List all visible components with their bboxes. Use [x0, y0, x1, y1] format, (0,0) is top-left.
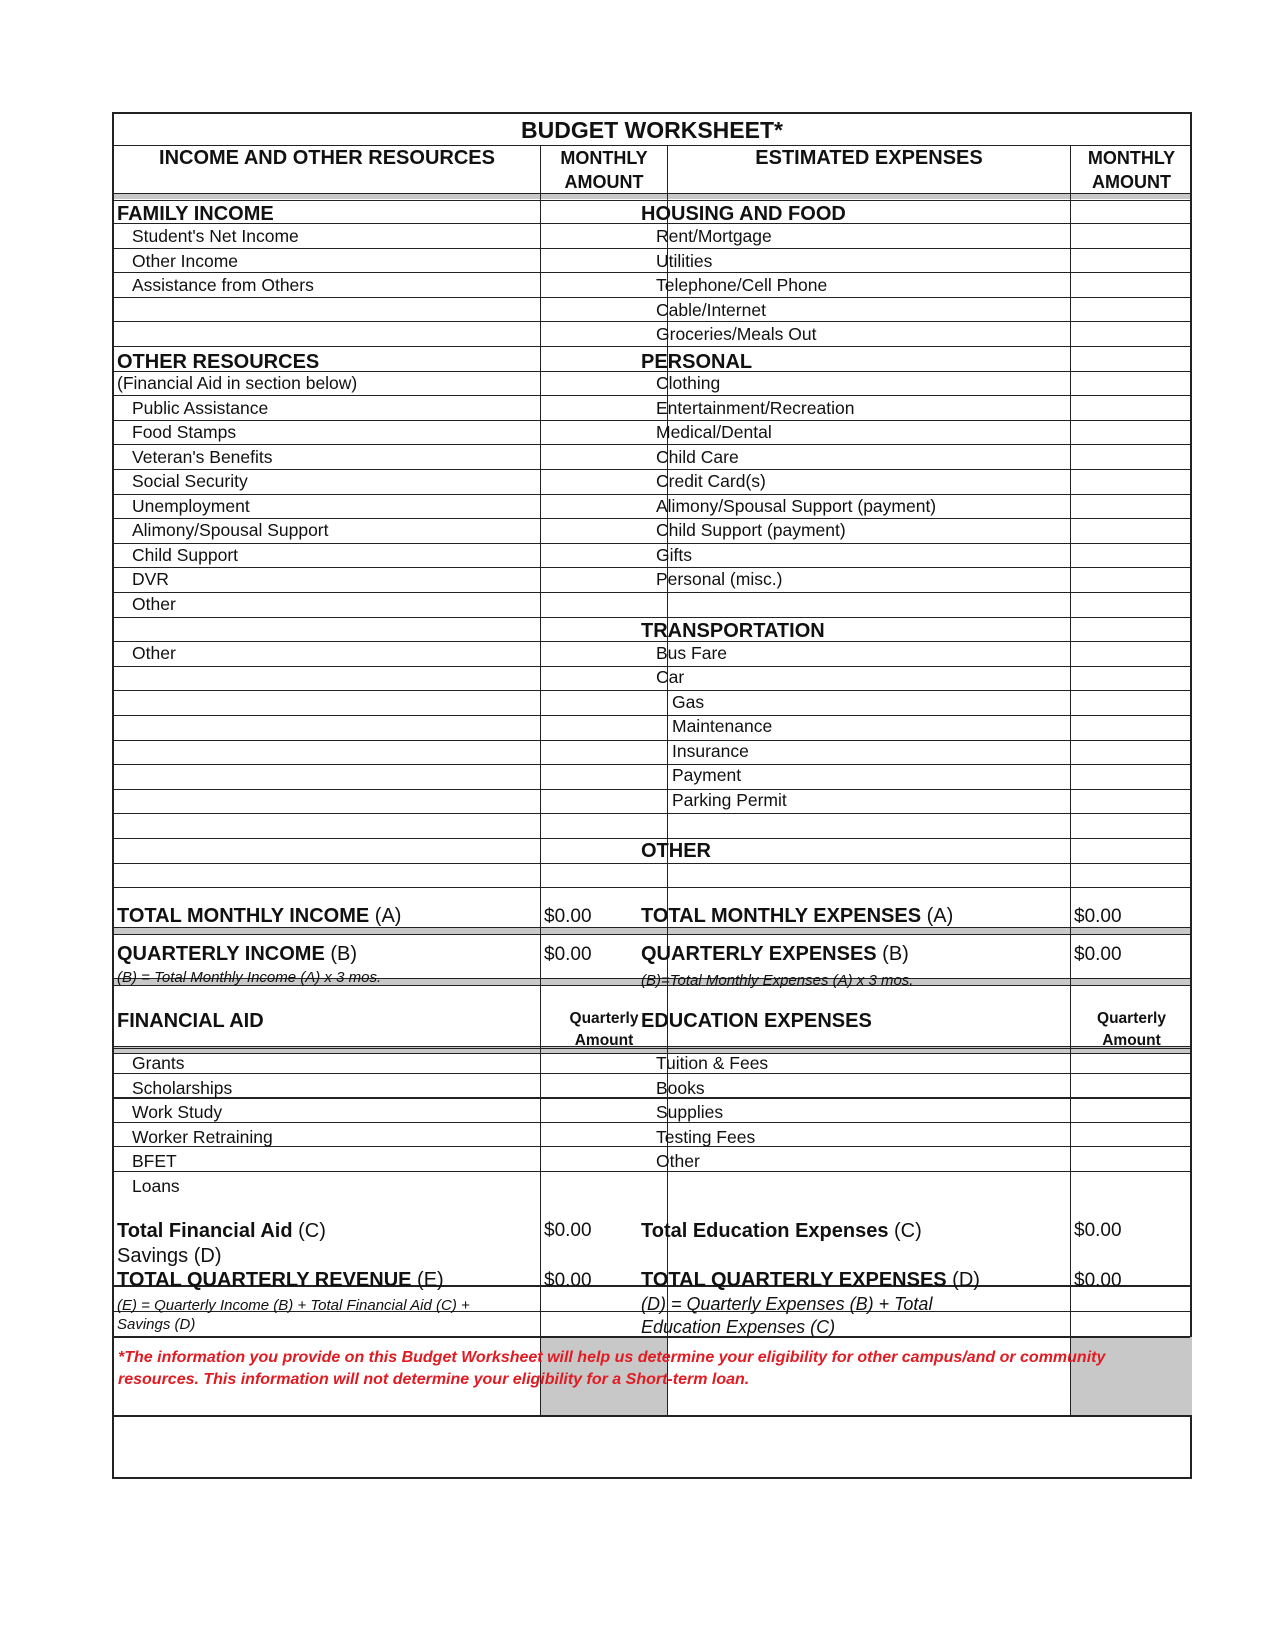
expense-gifts: Gifts: [656, 545, 692, 565]
grid-row-line: [114, 740, 1190, 741]
grid-row-line: [114, 248, 1190, 249]
grid-row-line: [114, 518, 1190, 519]
total-monthly-expenses-bold: TOTAL MONTHLY EXPENSES: [641, 905, 922, 927]
expense-telephone: Telephone/Cell Phone: [656, 275, 828, 295]
grid-row-line: [114, 444, 1190, 445]
aid-row-line: [114, 1146, 1190, 1147]
total-quarterly-expenses-suffix: (D): [946, 1269, 980, 1291]
grid-row-line: [114, 346, 1190, 347]
income-amount-divider: [540, 145, 541, 1416]
quarterly-expenses-note-line1: (D) = Quarterly Expenses (B) + Total: [641, 1294, 933, 1314]
education-expenses-title: EDUCATION EXPENSES: [641, 1010, 872, 1032]
monthly-label: MONTHLY: [560, 148, 648, 168]
amount-label: Amount: [574, 1031, 634, 1049]
other-resources-title: OTHER RESOURCES: [117, 351, 320, 373]
grid-row-line: [114, 272, 1190, 273]
expense-parking-permit: Parking Permit: [672, 790, 787, 810]
aid-worker-retraining: Worker Retraining: [132, 1127, 273, 1147]
expense-child-care: Child Care: [656, 447, 739, 467]
total-monthly-income-bold: TOTAL MONTHLY INCOME: [117, 905, 370, 927]
grid-row-line: [114, 838, 1190, 839]
edu-quarterly-amount-header: [1071, 1008, 1192, 1051]
quarterly-expenses-bold: QUARTERLY EXPENSES: [641, 943, 877, 965]
aid-scholarships: Scholarships: [132, 1078, 233, 1098]
revenue-note-line1: (E) = Quarterly Income (B) + Total Financial Aid (C) +: [117, 1297, 470, 1314]
edu-other: Other: [656, 1151, 700, 1171]
total-quarterly-expenses-value[interactable]: $0.00: [1074, 1270, 1122, 1291]
budget-worksheet: [112, 112, 1192, 1479]
total-quarterly-revenue-bold: TOTAL QUARTERLY REVENUE: [117, 1269, 412, 1291]
expense-utilities: Utilities: [656, 251, 713, 271]
quarterly-income-label: [117, 944, 357, 964]
totals-top-line: [114, 927, 1190, 928]
total-quarterly-revenue-value[interactable]: $0.00: [544, 1270, 592, 1291]
quarterly-income-bold: QUARTERLY INCOME: [117, 943, 325, 965]
expense-monthly-amount-header: [1071, 146, 1192, 195]
resource-alimony: Alimony/Spousal Support: [132, 520, 329, 540]
grid-row-line: [114, 789, 1190, 790]
quarterly-income-value[interactable]: $0.00: [544, 944, 592, 965]
other-resources-note: (Financial Aid in section below): [117, 373, 358, 393]
total-quarterly-expenses-label: [641, 1270, 980, 1290]
expense-clothing: Clothing: [656, 373, 721, 393]
income-item-student-net: Student's Net Income: [132, 226, 299, 246]
aid-row-line: [114, 1073, 1190, 1074]
grid-row-line: [114, 690, 1190, 691]
expense-credit-cards: Credit Card(s): [656, 471, 766, 491]
total-education-expenses-bold: Total Education Expenses: [641, 1220, 889, 1242]
grid-row-line: [114, 567, 1190, 568]
expense-car-insurance: Insurance: [672, 741, 749, 761]
grid-row-line: [114, 469, 1190, 470]
revenue-bottom-line: [114, 1415, 1190, 1417]
expense-entertainment: Entertainment/Recreation: [656, 398, 855, 418]
expense-bus-fare: Bus Fare: [656, 643, 727, 663]
edu-tuition: Tuition & Fees: [656, 1053, 769, 1073]
aid-row-line: [114, 1122, 1190, 1123]
aid-work-study: Work Study: [132, 1102, 223, 1122]
quarterly-income-suffix: (B): [324, 943, 358, 965]
total-monthly-income-label: [117, 906, 401, 926]
grid-row-line: [114, 863, 1190, 864]
grid-row-line: [114, 321, 1190, 322]
income-item-assistance: Assistance from Others: [132, 275, 314, 295]
grid-row-line: [114, 887, 1190, 888]
header-bottom-line-2: [114, 200, 1190, 201]
expense-car: Car: [656, 667, 685, 687]
resource-other: Other: [132, 594, 176, 614]
total-financial-aid-suffix: (C): [292, 1220, 326, 1242]
total-monthly-income-value[interactable]: $0.00: [544, 906, 592, 927]
aid-header-bottom-line: [114, 1098, 1190, 1099]
grid-row-line: [114, 543, 1190, 544]
footnote: *The information you provide on this Budget Worksheet will help us determine your eligibility for other campus/and or community resources. This information will not determine your eligibility for a Short-term loan.: [118, 1349, 1106, 1388]
grid-row-line: [114, 494, 1190, 495]
expense-car-payment: Payment: [672, 765, 742, 785]
total-monthly-expenses-value[interactable]: $0.00: [1074, 906, 1122, 927]
resource-child-support: Child Support: [132, 545, 239, 565]
amount-label: Amount: [1102, 1031, 1161, 1049]
grid-row-line: [114, 592, 1190, 593]
expense-child-support: Child Support (payment): [656, 520, 846, 540]
aid-loans: Loans: [132, 1176, 180, 1196]
quarterly-expenses-note-line2: Education Expenses (C): [641, 1317, 836, 1337]
expense-alimony: Alimony/Spousal Support (payment): [656, 496, 937, 516]
quarterly-expenses-value[interactable]: $0.00: [1074, 944, 1122, 965]
expense-cable: Cable/Internet: [656, 300, 766, 320]
resource-food-stamps: Food Stamps: [132, 422, 237, 442]
quarterly-income-note: (B) = Total Monthly Income (A) x 3 mos.: [117, 969, 382, 986]
quarterly-label: Quarterly: [569, 1010, 639, 1027]
grid-row-line: [114, 715, 1190, 716]
total-quarterly-expenses-bold: TOTAL QUARTERLY EXPENSES: [641, 1269, 947, 1291]
header-divider-band: [114, 194, 1190, 199]
expense-amount-divider: [1070, 145, 1071, 1416]
expense-column-header: ESTIMATED EXPENSES: [755, 147, 983, 169]
expense-rent: Rent/Mortgage: [656, 226, 772, 246]
total-monthly-income-suffix: (A): [369, 905, 402, 927]
total-education-expenses-label: [641, 1221, 922, 1241]
total-financial-aid-value[interactable]: $0.00: [544, 1220, 592, 1241]
edu-testing-fees: Testing Fees: [656, 1127, 756, 1147]
quarterly-label: Quarterly: [1097, 1010, 1166, 1027]
edu-supplies: Supplies: [656, 1102, 724, 1122]
total-education-expenses-suffix: (C): [888, 1220, 922, 1242]
aid-grants: Grants: [132, 1053, 185, 1073]
resource-other-2: Other: [132, 643, 176, 663]
total-quarterly-revenue-suffix: (E): [411, 1269, 444, 1291]
expense-personal-misc: Personal (misc.): [656, 569, 783, 589]
housing-food-title: HOUSING AND FOOD: [641, 203, 846, 225]
family-income-title: FAMILY INCOME: [117, 203, 274, 225]
aid-row-line: [114, 1171, 1190, 1172]
total-financial-aid-label: [117, 1221, 326, 1241]
monthly-label: MONTHLY: [1087, 148, 1176, 168]
aid-top-line: [114, 1053, 1190, 1054]
grid-row-line: [114, 297, 1190, 298]
grid-row-line: [114, 666, 1190, 667]
income-item-other-income: Other Income: [132, 251, 239, 271]
financial-aid-title: FINANCIAL AID: [117, 1010, 264, 1032]
grid-row-line: [114, 420, 1190, 421]
edu-books: Books: [656, 1078, 705, 1098]
quarterly-expenses-suffix: (B): [876, 943, 909, 965]
grid-row-line: [114, 813, 1190, 814]
resource-dvr: DVR: [132, 569, 169, 589]
resource-unemployment: Unemployment: [132, 496, 250, 516]
resource-public-assistance: Public Assistance: [132, 398, 269, 418]
personal-title: PERSONAL: [641, 351, 753, 373]
aid-bfet: BFET: [132, 1151, 177, 1171]
resource-social-security: Social Security: [132, 471, 248, 491]
expense-medical: Medical/Dental: [656, 422, 772, 442]
total-monthly-expenses-label: [641, 906, 953, 926]
grid-row-line: [114, 617, 1190, 618]
total-financial-aid-bold: Total Financial Aid: [117, 1220, 293, 1242]
other-expenses-title: OTHER: [641, 840, 711, 862]
total-quarterly-revenue-label: [117, 1270, 444, 1290]
revenue-note-line2: Savings (D): [117, 1316, 196, 1333]
expense-car-gas: Gas: [672, 692, 705, 712]
resource-veterans-benefits: Veteran's Benefits: [132, 447, 273, 467]
total-monthly-expenses-suffix: (A): [921, 905, 954, 927]
expense-car-maintenance: Maintenance: [672, 716, 773, 736]
quarterly-expenses-note: (B)=Total Monthly Expenses (A) x 3 mos.: [641, 972, 914, 989]
transportation-title: TRANSPORTATION: [641, 620, 825, 642]
quarterly-expenses-label: [641, 944, 909, 964]
income-monthly-amount-header: [541, 146, 667, 195]
savings-label: Savings (D): [117, 1245, 222, 1267]
grid-row-line: [114, 764, 1190, 765]
amount-label: AMOUNT: [1092, 172, 1171, 193]
amount-label: AMOUNT: [564, 172, 644, 193]
page-title: BUDGET WORKSHEET*: [521, 117, 783, 143]
aid-row-line: [114, 1097, 1190, 1098]
totals-top-line-2: [114, 934, 1190, 935]
income-column-header: INCOME AND OTHER RESOURCES: [159, 147, 495, 169]
grid-row-line: [114, 395, 1190, 396]
expense-groceries: Groceries/Meals Out: [656, 324, 817, 344]
total-education-expenses-value[interactable]: $0.00: [1074, 1220, 1122, 1241]
